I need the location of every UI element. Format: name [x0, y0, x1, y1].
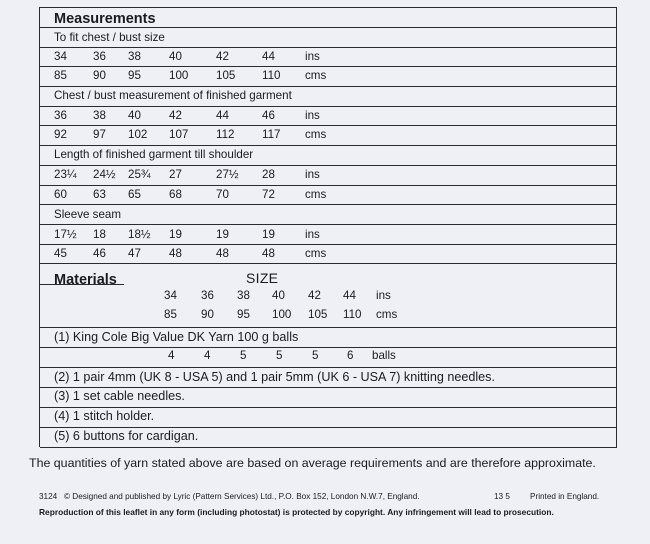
unit-label: balls: [372, 349, 396, 362]
measurement-value: 70: [216, 188, 229, 201]
measurement-value: 38: [93, 109, 106, 122]
measurement-value: 19: [169, 228, 182, 241]
rule: [40, 7, 617, 8]
measurement-value: 46: [262, 109, 275, 122]
right-border: [616, 7, 617, 448]
measurement-value: 36: [54, 109, 67, 122]
rule: [40, 106, 617, 107]
materials-heading: Materials: [54, 272, 117, 288]
pattern-number: 3124: [39, 492, 58, 501]
material-item-cable: (3) 1 set cable needles.: [54, 389, 185, 403]
size-value: 100: [272, 308, 292, 321]
measurement-value: 18: [93, 228, 106, 241]
rule: [40, 407, 617, 408]
measurement-value: 42: [216, 50, 229, 63]
copyright-line: Reproduction of this leaflet in any form (including photostat) is protected by copyright. Any infringement will lead to prosecution.: [39, 507, 554, 517]
rule: [40, 204, 617, 205]
measurement-value: 63: [93, 188, 106, 201]
measurement-value: 47: [128, 247, 141, 260]
size-value: 105: [308, 308, 328, 321]
measurement-value: 34: [54, 50, 67, 63]
measurement-value: 38: [128, 50, 141, 63]
ball-count: 5: [240, 349, 247, 362]
measurement-value: 95: [128, 69, 141, 82]
measurement-value: 112: [216, 128, 235, 141]
measurement-value: 48: [169, 247, 182, 260]
measurement-value: 90: [93, 69, 106, 82]
rule: [40, 367, 617, 368]
unit-label: cms: [376, 308, 398, 321]
section-label-length: Length of finished garment till shoulder: [54, 148, 254, 161]
rule: [40, 327, 617, 328]
rule: [40, 427, 617, 428]
rule: [40, 86, 617, 87]
size-value: 42: [308, 289, 321, 302]
ball-count: 4: [168, 349, 175, 362]
unit-label: ins: [305, 50, 320, 63]
rule: [40, 447, 617, 448]
measurement-value: 18½: [128, 228, 151, 241]
measurement-value: 40: [128, 109, 141, 122]
size-value: 38: [237, 289, 250, 302]
measurement-value: 68: [169, 188, 182, 201]
ball-count: 4: [204, 349, 211, 362]
measurement-value: 45: [54, 247, 67, 260]
measurement-value: 44: [262, 50, 275, 63]
measurement-value: 110: [262, 69, 281, 82]
unit-label: cms: [305, 69, 327, 82]
unit-label: ins: [305, 228, 320, 241]
rule: [40, 263, 617, 264]
measurement-value: 117: [262, 128, 281, 141]
measurements-heading: Measurements: [54, 11, 156, 27]
rule: [40, 66, 617, 67]
section-label-fit-chest: To fit chest / bust size: [54, 31, 165, 44]
size-value: 85: [164, 308, 177, 321]
rule: [40, 347, 617, 348]
measurement-value: 40: [169, 50, 182, 63]
measurement-value: 27½: [216, 168, 239, 181]
rule: [40, 224, 617, 225]
measurement-value: 107: [169, 128, 189, 141]
size-label: SIZE: [246, 270, 279, 286]
yarn-note: The quantities of yarn stated above are based on average requirements and are therefore approximate.: [29, 456, 596, 470]
publisher-line: © Designed and published by Lyric (Pattern Services) Ltd., P.O. Box 152, London N.W.7, England.: [64, 492, 420, 501]
measurement-value: 48: [262, 247, 275, 260]
size-value: 110: [343, 308, 362, 321]
size-value: 36: [201, 289, 214, 302]
rule: [40, 47, 617, 48]
measurement-value: 97: [93, 128, 106, 141]
unit-label: cms: [305, 188, 327, 201]
rule: [40, 125, 617, 126]
size-value: 95: [237, 308, 250, 321]
measurement-value: 25¾: [128, 168, 151, 181]
size-value: 34: [164, 289, 177, 302]
measurement-value: 100: [169, 69, 189, 82]
measurement-value: 48: [216, 247, 229, 260]
printed-in: Printed in England.: [530, 492, 600, 501]
measurement-value: 24½: [93, 168, 116, 181]
measurement-value: 17½: [54, 228, 77, 241]
unit-label: cms: [305, 128, 327, 141]
measurement-value: 92: [54, 128, 67, 141]
ball-count: 5: [276, 349, 283, 362]
measurement-value: 36: [93, 50, 106, 63]
measurement-value: 27: [169, 168, 182, 181]
measurement-value: 19: [262, 228, 275, 241]
unit-label: cms: [305, 247, 327, 260]
rule: [40, 387, 617, 388]
unit-label: ins: [305, 168, 320, 181]
measurement-value: 23¼: [54, 168, 77, 181]
size-value: 40: [272, 289, 285, 302]
measurement-value: 44: [216, 109, 229, 122]
measurement-value: 65: [128, 188, 141, 201]
rule: [40, 244, 617, 245]
unit-label: ins: [305, 109, 320, 122]
measurement-value: 19: [216, 228, 229, 241]
ball-count: 5: [312, 349, 319, 362]
measurement-value: 102: [128, 128, 148, 141]
measurement-value: 42: [169, 109, 182, 122]
material-item-buttons: (5) 6 buttons for cardigan.: [54, 429, 199, 443]
rule: [40, 27, 617, 28]
measurement-value: 60: [54, 188, 67, 201]
measurement-value: 72: [262, 188, 275, 201]
size-value: 90: [201, 308, 214, 321]
measurement-value: 105: [216, 69, 236, 82]
rule: [40, 145, 617, 146]
material-item-needles: (2) 1 pair 4mm (UK 8 - USA 5) and 1 pair 5mm (UK 6 - USA 7) knitting needles.: [54, 370, 495, 384]
measurement-value: 46: [93, 247, 106, 260]
print-code: 13 5: [494, 492, 510, 501]
measurement-value: 28: [262, 168, 275, 181]
size-value: 44: [343, 289, 356, 302]
section-label-finished-chest: Chest / bust measurement of finished garment: [54, 89, 292, 102]
unit-label: ins: [376, 289, 391, 302]
material-item-holder: (4) 1 stitch holder.: [54, 409, 155, 423]
yarn-label: (1) King Cole Big Value DK Yarn 100 g balls: [54, 330, 299, 344]
ball-count: 6: [347, 349, 354, 362]
rule: [40, 185, 617, 186]
rule: [40, 165, 617, 166]
section-label-sleeve: Sleeve seam: [54, 208, 122, 221]
measurement-value: 85: [54, 69, 67, 82]
